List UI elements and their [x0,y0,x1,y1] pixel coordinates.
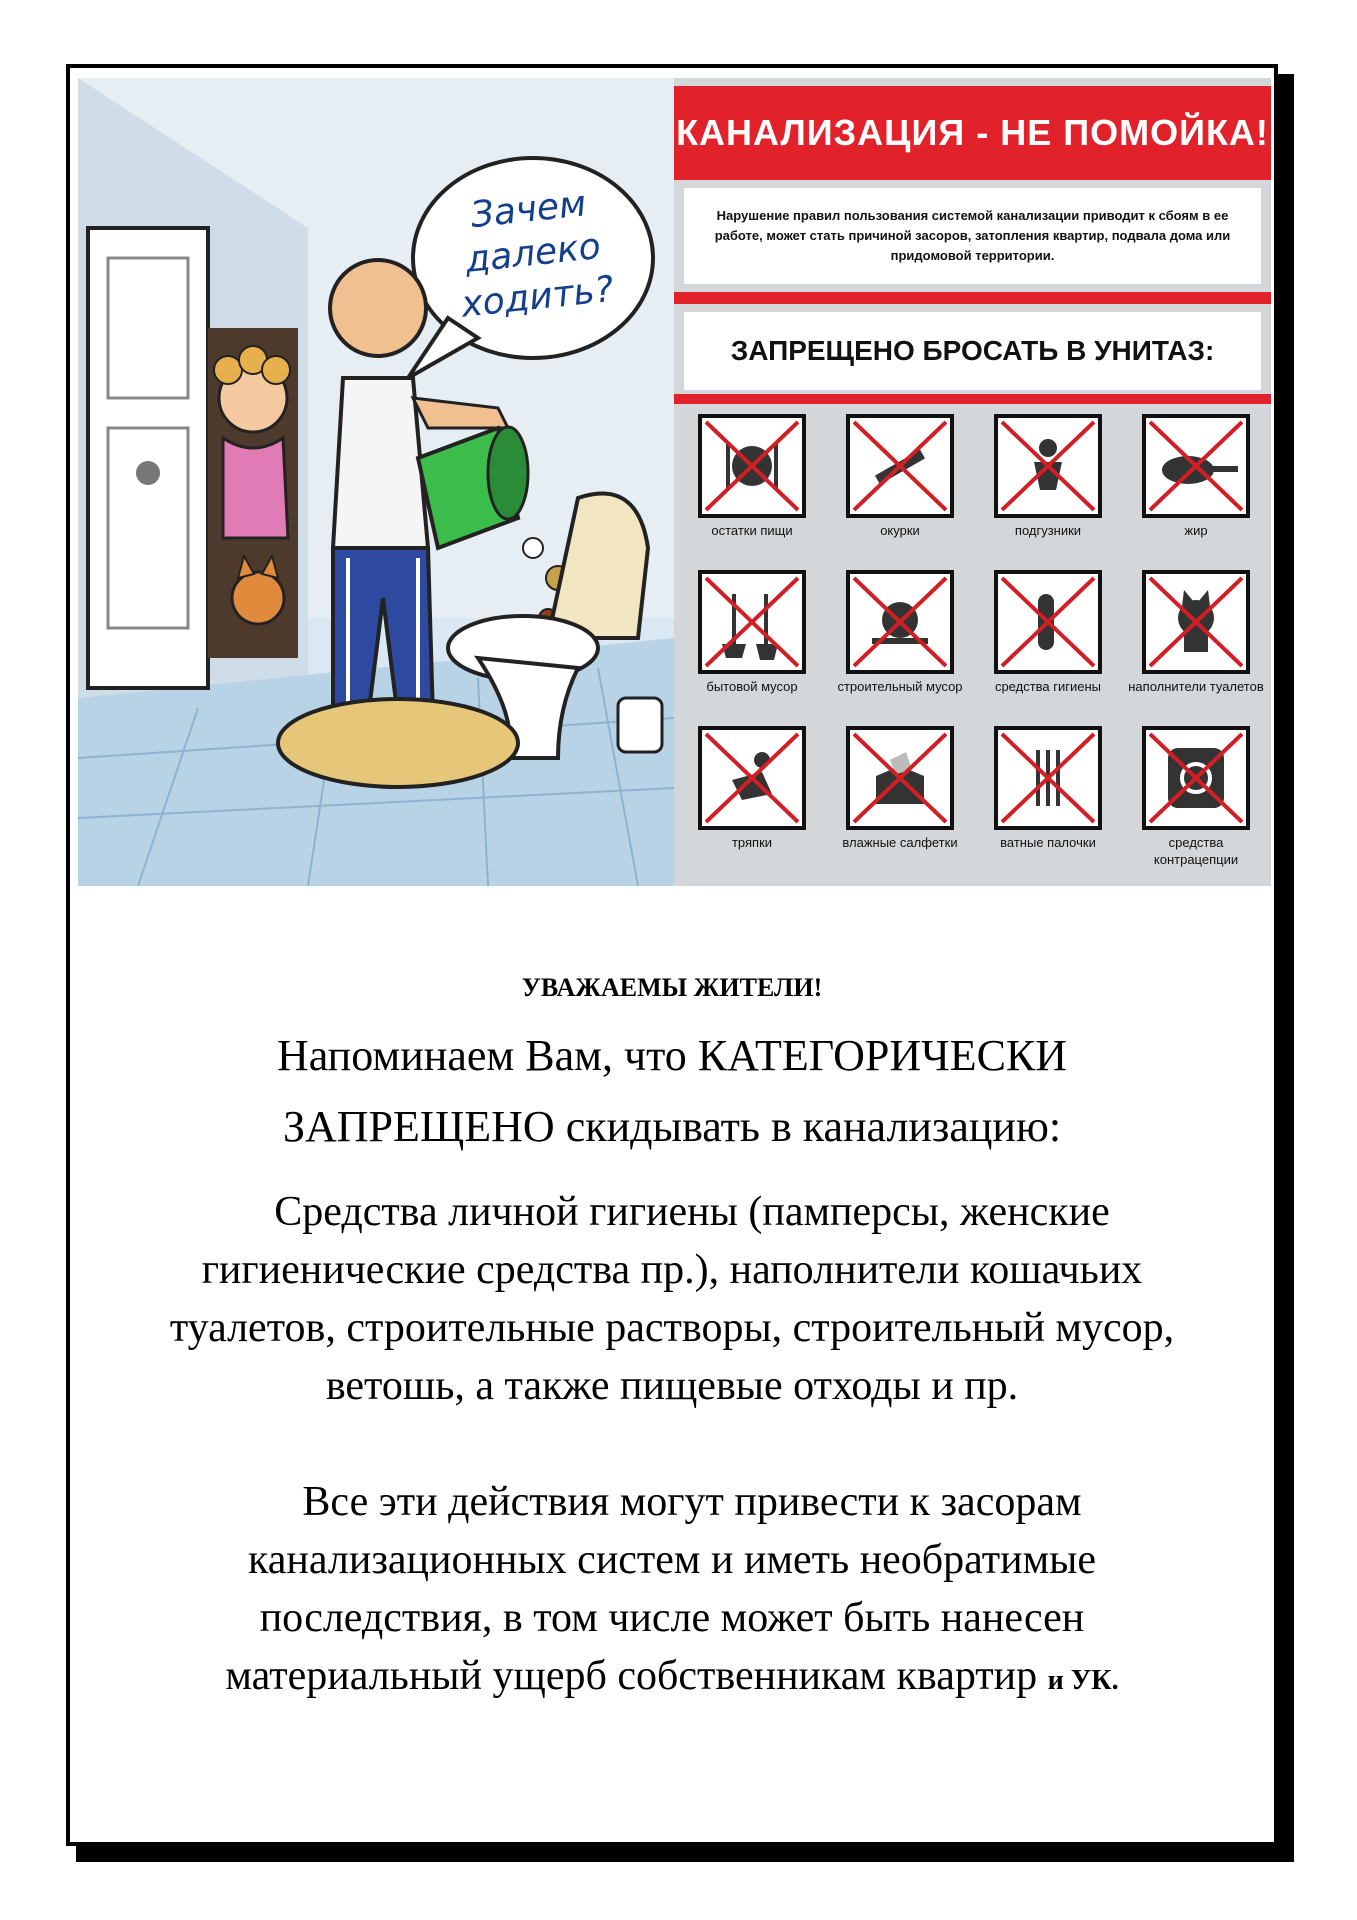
paragraph-line: канализационных систем и иметь необратимые [247,1537,1097,1583]
contraception-icon [1142,726,1250,830]
prohibited-item [1126,414,1266,570]
prohibited-item [978,570,1118,726]
food-remains-icon [698,414,806,518]
paragraph-line: Все эти действия могут привести к засорам [302,1479,1082,1525]
frying-pan-fat-icon [1142,414,1250,518]
item-label: окурки [880,523,920,538]
cotton-swabs-icon [994,726,1102,830]
item-label: бытовой мусор [706,679,798,694]
poster-title: КАНАЛИЗАЦИЯ - НЕ ПОМОЙКА! [674,86,1271,180]
prohibited-item [1126,726,1266,882]
poster-image [78,78,1271,886]
paragraph-line: ветошь, а также пищевые отходы и пр. [325,1363,1019,1409]
cat-litter-icon [1142,570,1250,674]
prohibited-item [682,726,822,882]
red-band [674,394,1271,404]
hygiene-products-icon [994,570,1102,674]
red-band [674,292,1271,304]
notice-heading: УВАЖАЕМЫ ЖИТЕЛИ! [521,973,823,1002]
item-label: ватные палочки [1000,835,1096,850]
wet-wipes-icon [846,726,954,830]
poster-description: Нарушение правил пользования системой канализации приводит к сбоям в ее работе, может стать причиной засоров, затопления квартир, подвала дома или придомовой территории. [684,188,1261,284]
speech-bubble-text: Зачем далеко ходить? [459,183,616,326]
prohibited-item [830,414,970,570]
paragraph-line: Средства личной гигиены (памперсы, женские [274,1189,1110,1235]
item-label: наполнители туалетов [1128,679,1264,694]
prohibited-item [978,726,1118,882]
construction-debris-icon [846,570,954,674]
item-label: средства гигиены [994,679,1102,694]
cigarette-butt-icon [846,414,954,518]
rags-icon [698,726,806,830]
prohibited-items-grid [682,414,1262,884]
poster-subtitle: ЗАПРЕЩЕНО БРОСАТЬ В УНИТАЗ: [684,312,1261,390]
item-label: влажные салфетки [842,835,958,850]
item-label: средства контрацепции [1153,835,1239,867]
notice-frame [66,64,1278,1846]
rules-panel [674,78,1271,886]
paragraph-line [70,1647,1274,1710]
prohibited-item [830,570,970,726]
prohibited-item [830,726,970,882]
paragraph-line: последствия, в том числе может быть нанесен [259,1595,1085,1641]
notice-paragraph-2 [70,1473,1274,1710]
item-label: остатки пищи [711,523,793,538]
prohibited-item [1126,570,1266,726]
diaper-icon [994,414,1102,518]
notice-line-1: Напоминаем Вам, что КАТЕГОРИЧЕСКИ [276,1031,1068,1080]
item-label: жир [1184,523,1208,538]
paragraph-line-text: материальный ущерб собственникам квартир [225,1653,1038,1699]
cartoon-illustration [78,78,674,886]
paragraph-line: туалетов, строительные растворы, строительный мусор, [169,1305,1175,1351]
notice-line-2: ЗАПРЕЩЕНО скидывать в канализацию: [282,1102,1062,1151]
paragraph-line: гигиенические средства пр.), наполнители кошачьих [201,1247,1143,1293]
household-trash-icon [698,570,806,674]
prohibited-item [978,414,1118,570]
owner-company-text: и УК. [1047,1665,1119,1696]
item-label: строительный мусор [837,679,963,694]
item-label: тряпки [731,835,773,850]
prohibited-item [682,570,822,726]
item-label: подгузники [1014,523,1082,538]
notice-paragraph-1 [70,1183,1274,1415]
prohibited-item [682,414,822,570]
